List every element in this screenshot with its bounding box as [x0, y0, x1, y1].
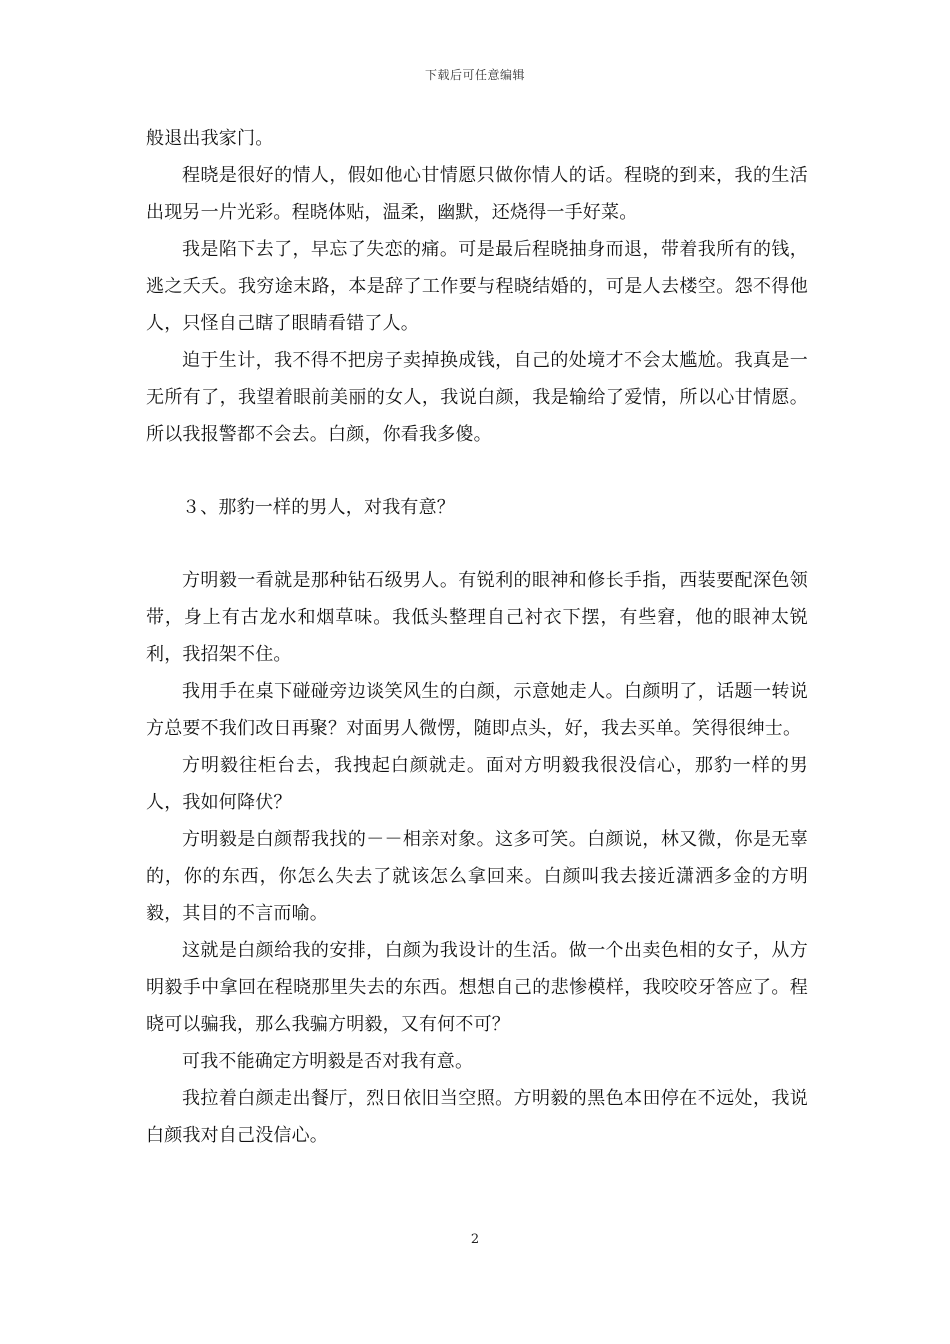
- paragraph: 这就是白颜给我的安排，白颜为我设计的生活。做一个出卖色相的女子，从方明毅手中拿回在程晓那里失去的东西。想想自己的悲惨模样，我咬咬牙答应了。程晓可以骗我，那么我骗方明毅，又有何不可？: [146, 940, 808, 1035]
- section-gap: [146, 526, 808, 562]
- paragraph: 方明毅是白颜帮我找的－－相亲对象。这多可笑。白颜说，林又微，你是无辜的，你的东西，你怎么失去了就该怎么拿回来。白颜叫我去接近潇洒多金的方明毅，其目的不言而喻。: [146, 829, 808, 924]
- paragraph: 我用手在桌下碰碰旁边谈笑风生的白颜，示意她走人。白颜明了，话题一转说方总要不我们改日再聚？对面男人微愣，随即点头，好，我去买单。笑得很绅士。: [146, 681, 808, 739]
- paragraph-continuation: 般退出我家门。: [146, 128, 274, 149]
- section-gap: [146, 453, 808, 489]
- section-heading: ３、那豹一样的男人，对我有意？: [182, 497, 455, 518]
- paragraph: 方明毅往柜台去，我拽起白颜就走。面对方明毅我很没信心，那豹一样的男人，我如何降伏？: [146, 755, 808, 813]
- paragraph: 我拉着白颜走出餐厅，烈日依旧当空照。方明毅的黑色本田停在不远处，我说白颜我对自己没信心。: [146, 1088, 808, 1146]
- paragraph: 迫于生计，我不得不把房子卖掉换成钱，自己的处境才不会太尴尬。我真是一无所有了，我望着眼前美丽的女人，我说白颜，我是输给了爱情，所以心甘情愿。所以我报警都不会去。白颜，你看我多傻。: [146, 350, 808, 445]
- paragraph: 可我不能确定方明毅是否对我有意。: [182, 1051, 474, 1072]
- paragraph: 方明毅一看就是那种钻石级男人。有锐利的眼神和修长手指，西装要配深色领带，身上有古龙水和烟草味。我低头整理自己衬衣下摆，有些窘，他的眼神太锐利，我招架不住。: [146, 570, 808, 665]
- paragraph: 程晓是很好的情人，假如他心甘情愿只做你情人的话。程晓的到来，我的生活出现另一片光彩。程晓体贴，温柔，幽默，还烧得一手好菜。: [146, 165, 808, 223]
- paragraph: 我是陷下去了，早忘了失恋的痛。可是最后程晓抽身而退，带着我所有的钱，逃之夭夭。我穷途末路，本是辞了工作要与程晓结婚的，可是人去楼空。怨不得他人，只怪自己瞎了眼睛看错了人。: [146, 239, 808, 334]
- document-body: [146, 120, 808, 1154]
- page-number: 2: [470, 1232, 480, 1247]
- page-header: 下载后可任意编辑: [424, 68, 525, 82]
